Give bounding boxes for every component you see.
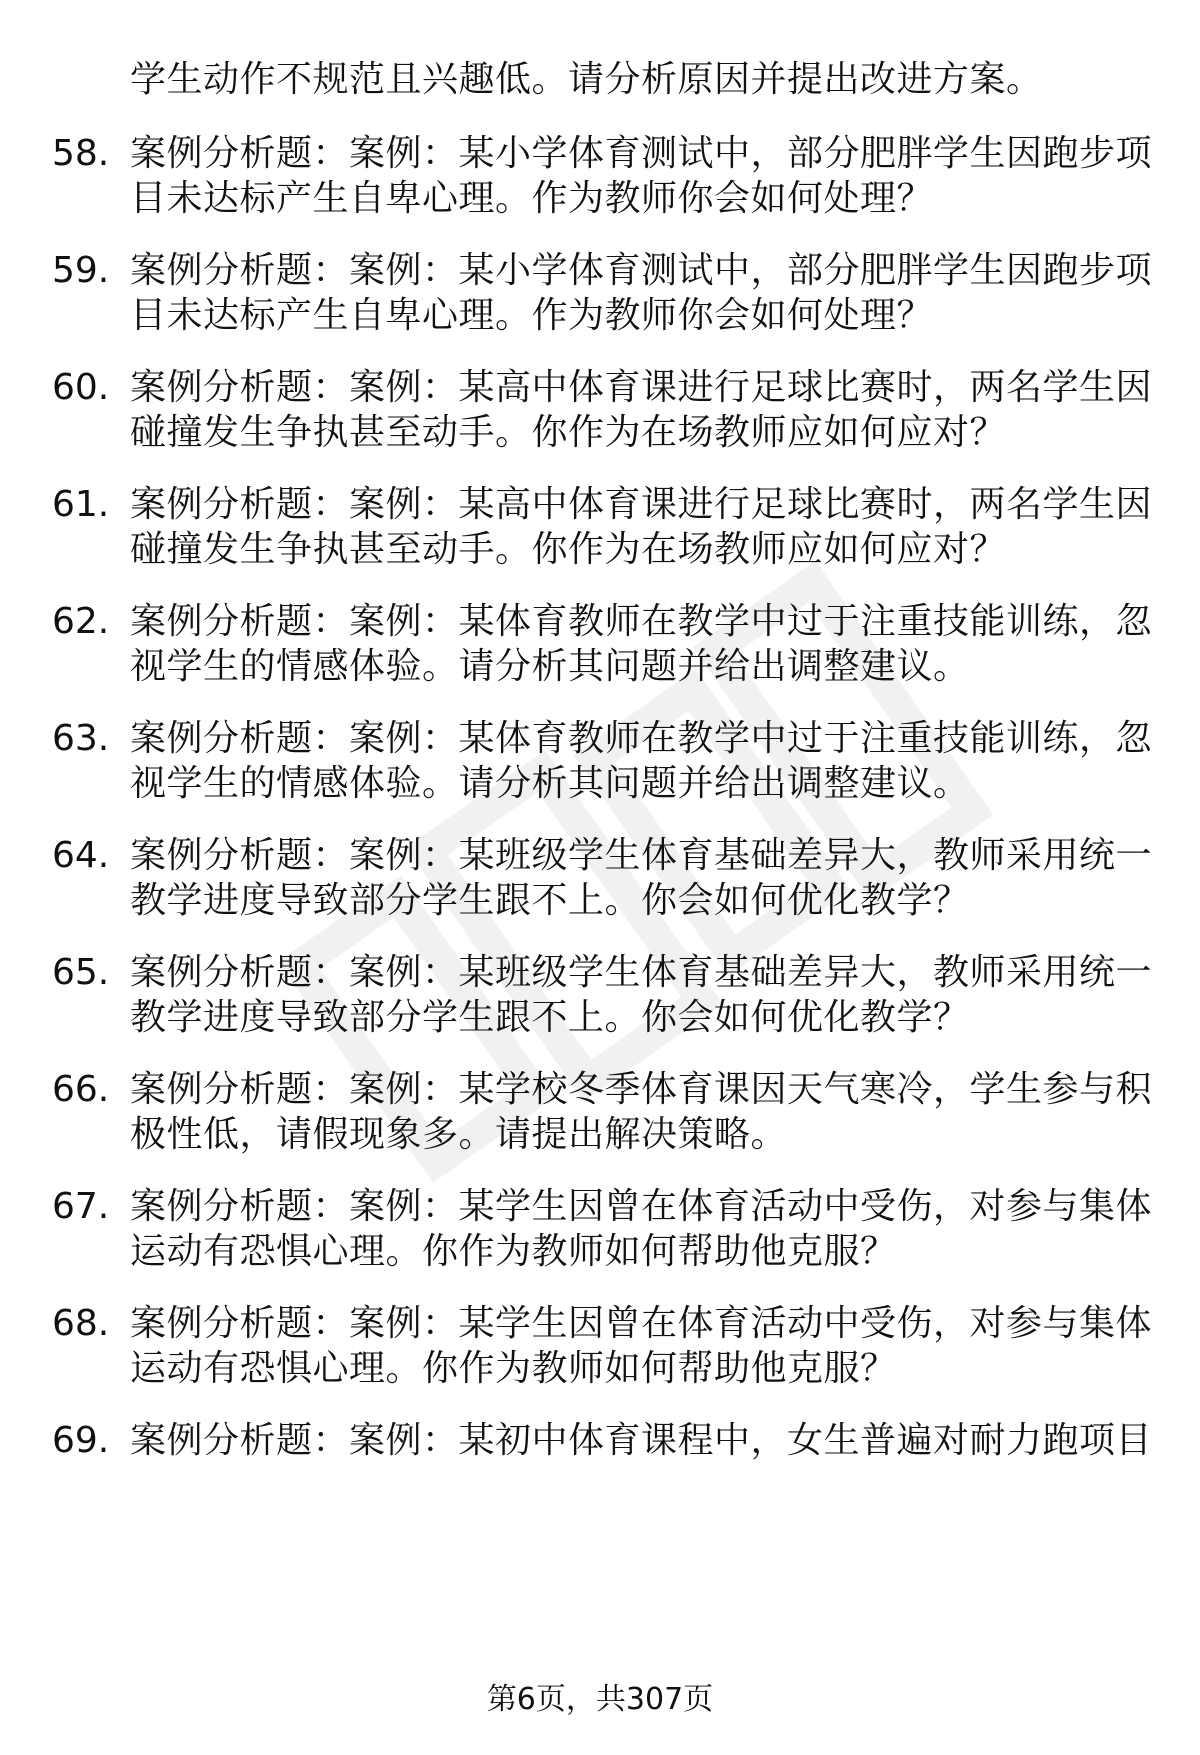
question-text-line2: 目未达标产生自卑心理。作为教师你会如何处理？ — [130, 178, 934, 219]
question-number: 69. — [52, 1420, 110, 1461]
question-text-line2: 视学生的情感体验。请分析其问题并给出调整建议。 — [130, 646, 970, 687]
question-number: 66. — [52, 1069, 110, 1110]
question-number: 65. — [52, 952, 110, 993]
question-text-line2: 视学生的情感体验。请分析其问题并给出调整建议。 — [130, 763, 970, 804]
question-text-line1: 案例分析题：案例：某体育教师在教学中过于注重技能训练，忽 — [130, 601, 1153, 642]
question-text-line1: 案例分析题：案例：某学校冬季体育课因天气寒冷，学生参与积 — [130, 1069, 1153, 1110]
question-number: 63. — [52, 718, 110, 759]
question-number: 62. — [52, 601, 110, 642]
question-text-line1: 案例分析题：案例：某班级学生体育基础差异大，教师采用统一 — [130, 952, 1153, 993]
question-text-line2: 目未达标产生自卑心理。作为教师你会如何处理？ — [130, 295, 934, 336]
question-number: 60. — [52, 367, 110, 408]
question-text-line1: 案例分析题：案例：某小学体育测试中，部分肥胖学生因跑步项 — [130, 133, 1153, 174]
question-text-line1: 案例分析题：案例：某班级学生体育基础差异大，教师采用统一 — [130, 835, 1153, 876]
question-text-line2: 运动有恐惧心理。你作为教师如何帮助他克服？ — [130, 1348, 897, 1389]
question-text-line1: 案例分析题：案例：某高中体育课进行足球比赛时，两名学生因 — [130, 367, 1153, 408]
question-number: 67. — [52, 1186, 110, 1227]
question-number: 58. — [52, 133, 110, 174]
question-number: 61. — [52, 484, 110, 525]
question-text-line2: 运动有恐惧心理。你作为教师如何帮助他克服？ — [130, 1231, 897, 1272]
question-number: 64. — [52, 835, 110, 876]
continuation-text: 学生动作不规范且兴趣低。请分析原因并提出改进方案。 — [130, 59, 1043, 100]
question-text-line1: 案例分析题：案例：某高中体育课进行足球比赛时，两名学生因 — [130, 484, 1153, 525]
question-text-line1: 案例分析题：案例：某学生因曾在体育活动中受伤，对参与集体 — [130, 1303, 1153, 1344]
page-footer: 第6页，共307页 — [486, 1682, 714, 1717]
question-text-line2: 极性低，请假现象多。请提出解决策略。 — [130, 1114, 788, 1155]
question-text-line1: 案例分析题：案例：某初中体育课程中，女生普遍对耐力跑项目 — [130, 1420, 1153, 1461]
question-number: 68. — [52, 1303, 110, 1344]
question-text-line1: 案例分析题：案例：某体育教师在教学中过于注重技能训练，忽 — [130, 718, 1153, 759]
question-text-line1: 案例分析题：案例：某学生因曾在体育活动中受伤，对参与集体 — [130, 1186, 1153, 1227]
question-text-line2: 碰撞发生争执甚至动手。你作为在场教师应如何应对？ — [130, 529, 1007, 570]
question-text-line2: 教学进度导致部分学生跟不上。你会如何优化教学？ — [130, 997, 970, 1038]
question-number: 59. — [52, 250, 110, 291]
question-text-line2: 碰撞发生争执甚至动手。你作为在场教师应如何应对？ — [130, 412, 1007, 453]
question-text-line2: 教学进度导致部分学生跟不上。你会如何优化教学？ — [130, 880, 970, 921]
question-text-line1: 案例分析题：案例：某小学体育测试中，部分肥胖学生因跑步项 — [130, 250, 1153, 291]
